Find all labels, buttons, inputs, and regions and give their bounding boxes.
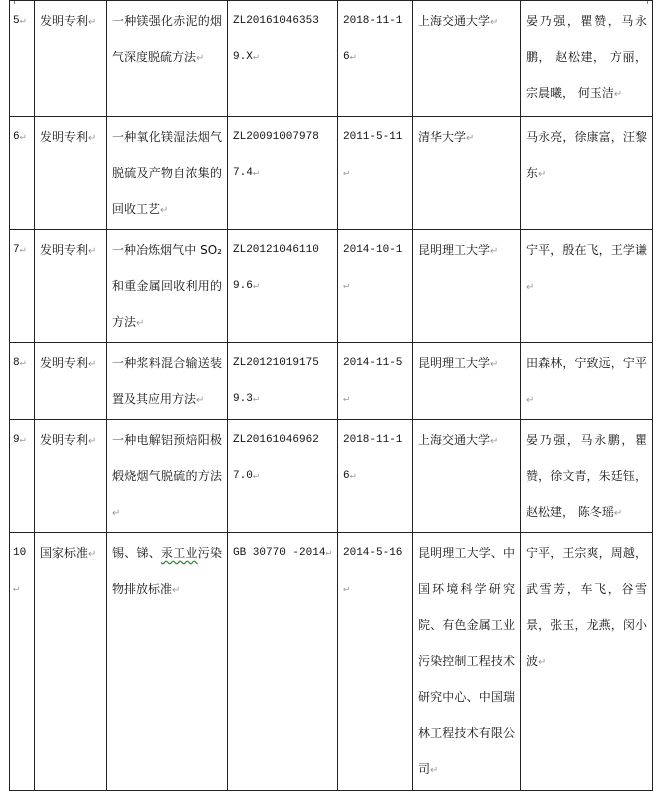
date-cell: 2014-10-1↵ (338, 230, 413, 343)
spellcheck-underlined-text: 汞工业 (160, 546, 198, 560)
table-row (10, 420, 653, 533)
organization-cell: 昆明理工大学、中国环境科学研究院、有色金属工业污染控制工程技术研究中心、中国瑞林工程技术有限公司↵ (413, 533, 521, 791)
row-number: 5↵ (10, 1, 35, 117)
document-table-wrapper (9, 0, 653, 791)
type-cell: 发明专利↵ (35, 420, 107, 533)
title-cell: 一种冶炼烟气中 SO₂和重金属回收利用的方法↵ (107, 230, 228, 343)
row-number: 8↵ (10, 343, 35, 420)
organization-cell: 昆明理工大学↵ (413, 230, 521, 343)
authors-cell: 晏乃强，瞿赞，马永鹏， 赵松建， 方丽，宗晨曦， 何玉洁↵ (521, 1, 653, 117)
patent-number-cell: ZL201210191759.3↵ (228, 343, 338, 420)
type-cell: 国家标准↵ (35, 533, 107, 791)
type-cell: 发明专利↵ (35, 1, 107, 117)
authors-cell: 田森林，宁致远，宁平↵ (521, 343, 653, 420)
patent-number-cell: ZL201610463539.X↵ (228, 1, 338, 117)
date-cell: 2014-11-5↵ (338, 343, 413, 420)
achievements-table (9, 0, 653, 791)
title-cell: 一种浆料混合输送装置及其应用方法↵ (107, 343, 228, 420)
authors-cell: 晏乃强，马永鹏，瞿赞，徐文青，朱廷钰，赵松建， 陈冬瑶↵ (521, 420, 653, 533)
type-cell: 发明专利↵ (35, 117, 107, 230)
date-cell: 2011-5-11↵ (338, 117, 413, 230)
standard-number-cell: GB 30770 -2014↵ (228, 533, 338, 791)
row-number: 7↵ (10, 230, 35, 343)
row-number: 10↵ (10, 533, 35, 791)
date-cell: 2018-11-16↵ (338, 420, 413, 533)
table-row (10, 533, 653, 791)
type-cell: 发明专利↵ (35, 343, 107, 420)
date-cell: 2018-11-16↵ (338, 1, 413, 117)
organization-cell: 昆明理工大学↵ (413, 343, 521, 420)
title-cell: 一种氧化镁湿法烟气脱硫及产物自浓集的回收工艺↵ (107, 117, 228, 230)
row-number: 9↵ (10, 420, 35, 533)
organization-cell: 清华大学↵ (413, 117, 521, 230)
organization-cell: 上海交通大学↵ (413, 420, 521, 533)
date-cell: 2014-5-16↵ (338, 533, 413, 791)
type-cell: 发明专利↵ (35, 230, 107, 343)
authors-cell: 宁平，殷在飞，王学谦↵ (521, 230, 653, 343)
organization-cell: 上海交通大学↵ (413, 1, 521, 117)
patent-number-cell: ZL201610469627.0↵ (228, 420, 338, 533)
row-number: 6↵ (10, 117, 35, 230)
authors-cell: 马永亮，徐康富，汪黎东↵ (521, 117, 653, 230)
table-row (10, 117, 653, 230)
patent-number-cell: ZL201210461109.6↵ (228, 230, 338, 343)
title-cell: 一种电解铝预焙阳极煅烧烟气脱硫的方法↵ (107, 420, 228, 533)
title-cell: 锡、锑、汞工业污染物排放标准↵ (107, 533, 228, 791)
patent-number-cell: ZL200910079787.4↵ (228, 117, 338, 230)
title-cell: 一种镁强化赤泥的烟气深度脱硫方法↵ (107, 1, 228, 117)
table-row (10, 1, 653, 117)
table-row (10, 343, 653, 420)
authors-cell: 宁平，王宗爽，周越，武雪芳，车飞，谷雪景，张玉，龙燕，闵小波↵ (521, 533, 653, 791)
table-row (10, 230, 653, 343)
